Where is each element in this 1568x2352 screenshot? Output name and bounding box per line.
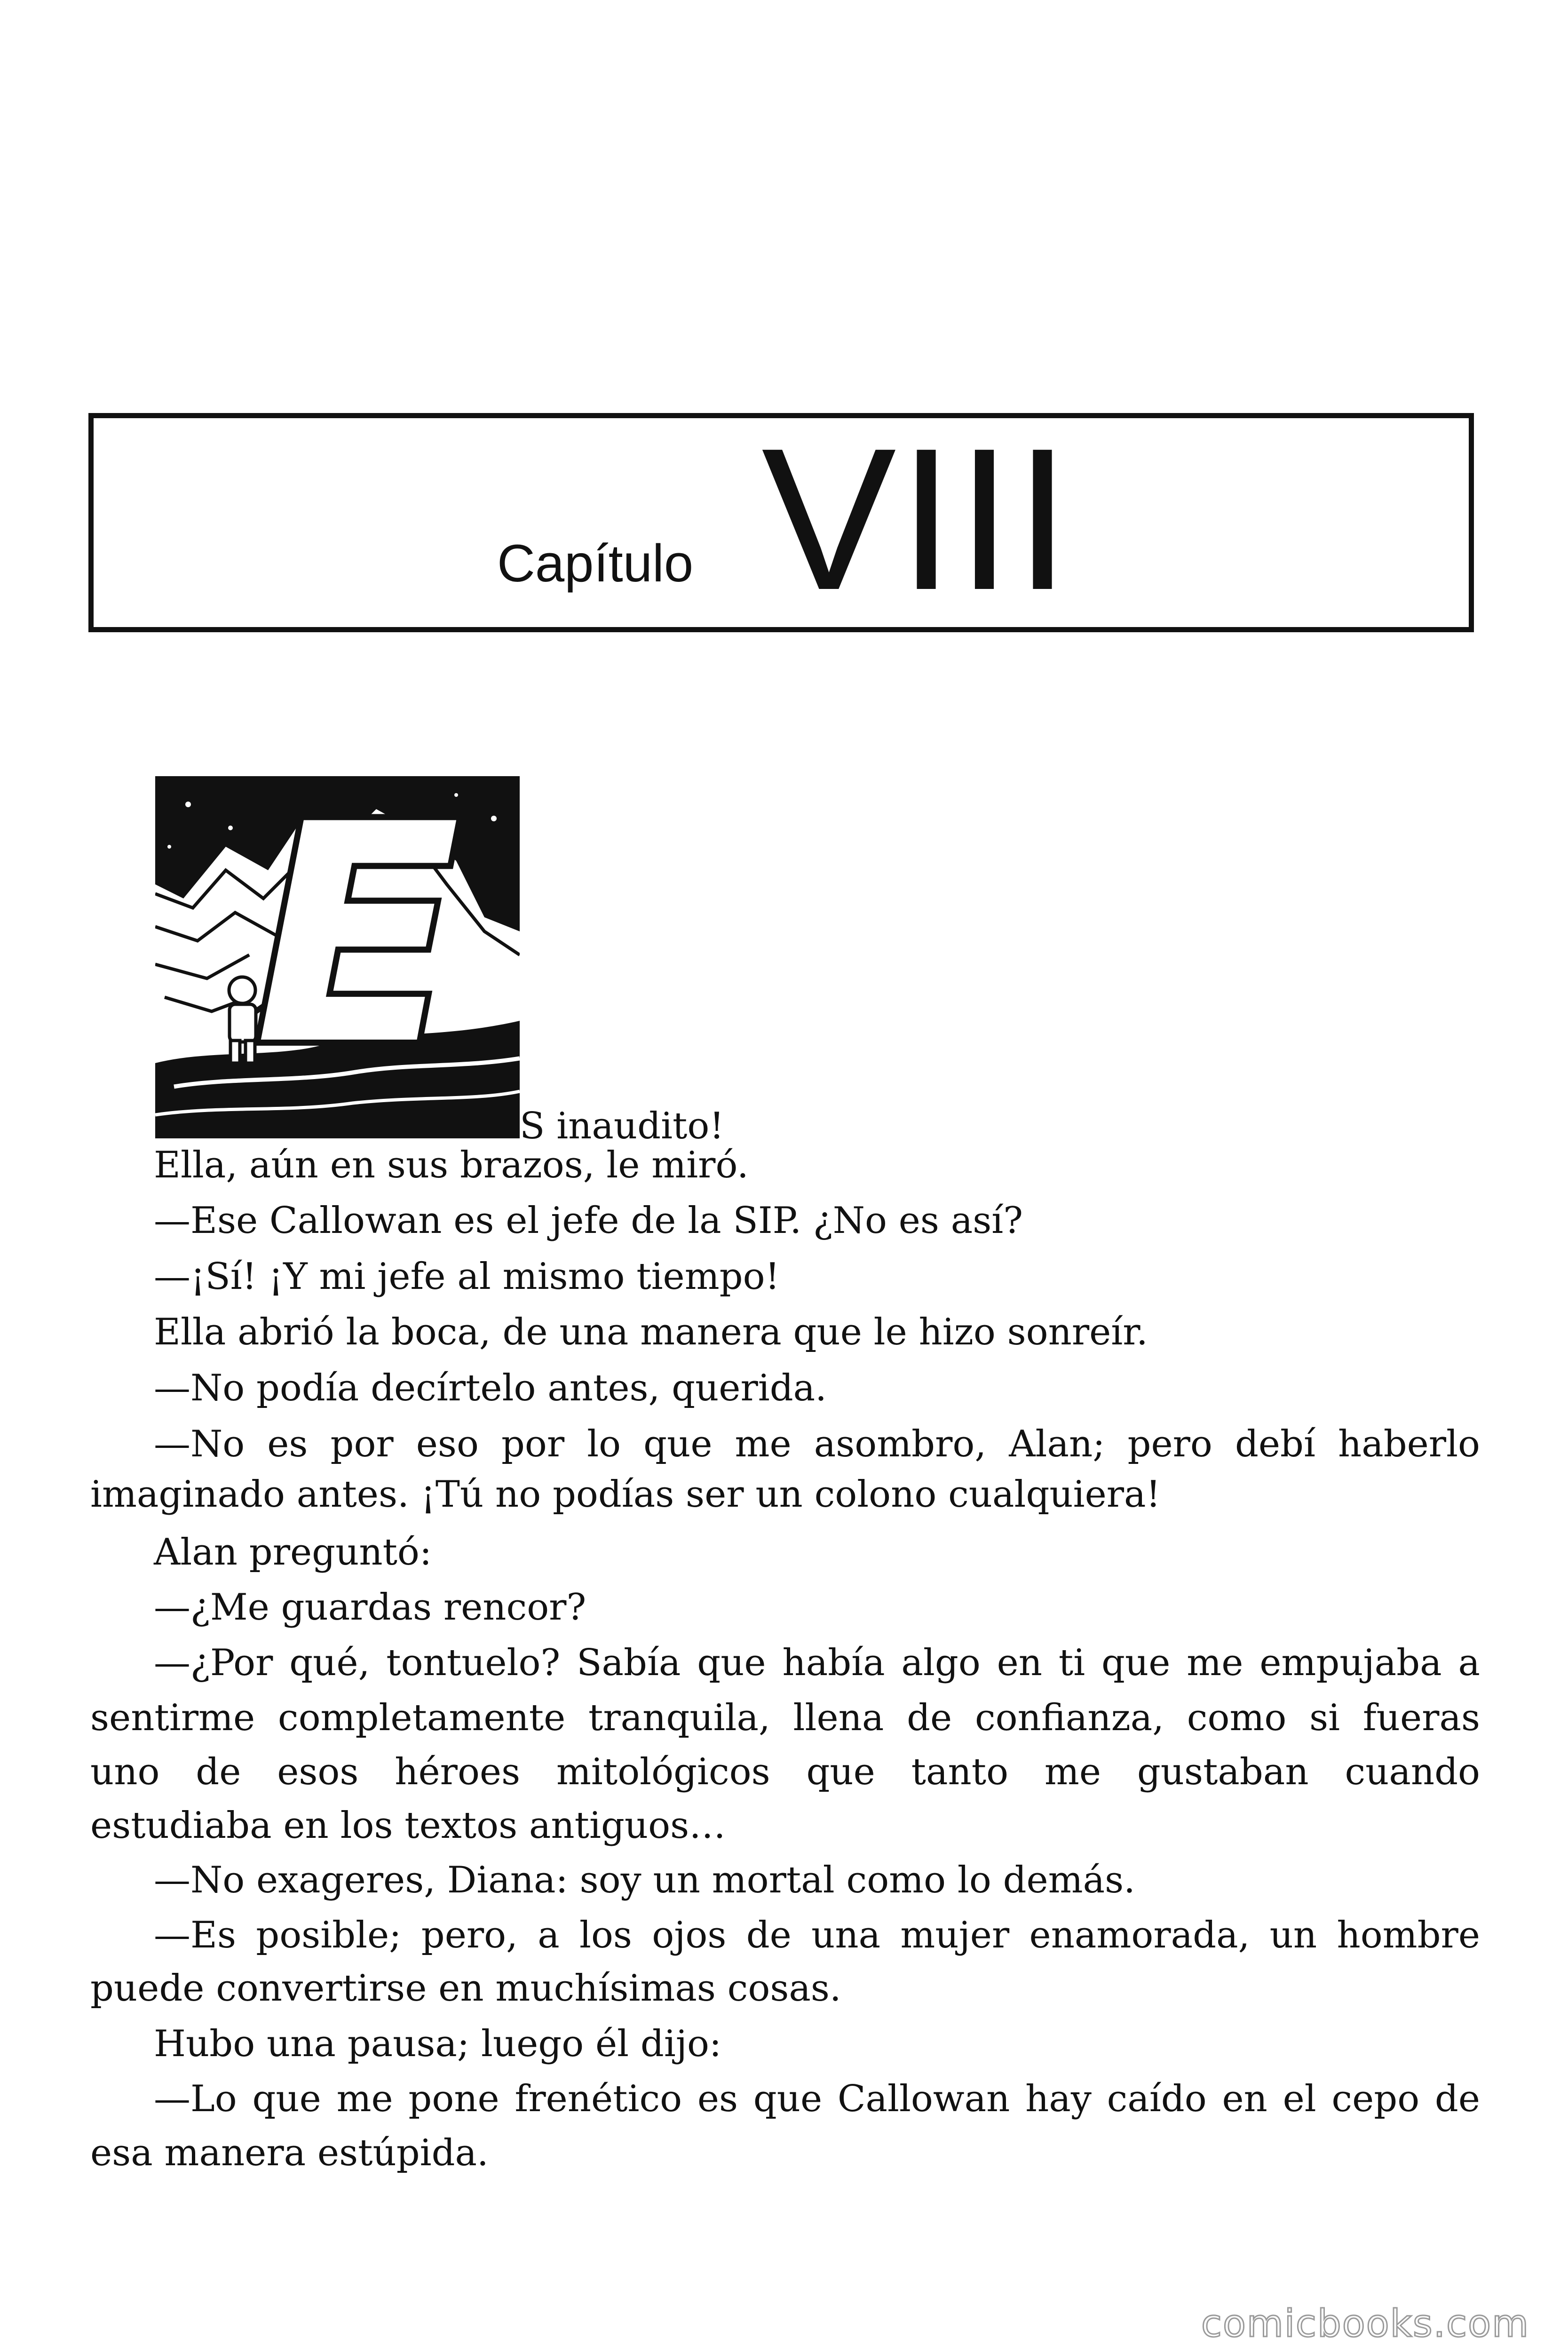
paragraph-line: —¡Sí! ¡Y mi jefe al mismo tiempo! [154,1255,780,1298]
chapter-heading-box [88,406,1474,632]
paragraph-line: S inaudito! [520,1105,724,1147]
paragraph-line: puede convertirse en muchísimas cosas. [90,1967,841,2010]
paragraph-line: —No exageres, Diana: soy un mortal como lo demás. [154,1859,1135,1901]
paragraph-line: imaginado antes. ¡Tú no podías ser un colono cualquiera! [90,1473,1161,1516]
chapter-label: Capítulo [497,534,694,593]
paragraph-line: —¿Me guardas rencor? [154,1586,586,1629]
drop-cap-letter: E [254,776,460,1111]
paragraph-line: —Es posible; pero, a los ojos de una mujer enamorada, un hombre [154,1914,1480,1956]
paragraph-line: —No podía decírtelo antes, querida. [154,1367,827,1409]
chapter-number: VIII [761,406,1073,632]
watermark: comicbooks.com [1201,2302,1529,2345]
paragraph-line: estudiaba en los textos antiguos… [90,1804,726,1847]
paragraph-line: —No es por eso por lo que me asombro, Alan; pero debí haberlo [154,1423,1480,1465]
paragraph-line: —¿Por qué, tontuelo? Sabía que había algo en ti que me empujaba a [154,1642,1480,1684]
paragraph-line: Ella, aún en sus brazos, le miró. [154,1144,749,1186]
paragraph-line: Ella abrió la boca, de una manera que le hizo sonreír. [154,1311,1148,1353]
paragraph-line: Hubo una pausa; luego él dijo: [154,2023,722,2065]
drop-cap-illustration [155,776,520,1138]
paragraph-line: Alan preguntó: [154,1531,432,1573]
paragraph-line: —Ese Callowan es el jefe de la SIP. ¿No es así? [154,1200,1023,1242]
paragraph-line: —Lo que me pone frenético es que Callowan hay caído en el cepo de [154,2078,1480,2120]
paragraph-line: esa manera estúpida. [90,2132,489,2174]
paragraph-line: sentirme completamente tranquila, llena de confianza, como si fueras [90,1697,1480,1739]
paragraph-line: uno de esos héroes mitológicos que tanto me gustaban cuando [90,1751,1480,1793]
